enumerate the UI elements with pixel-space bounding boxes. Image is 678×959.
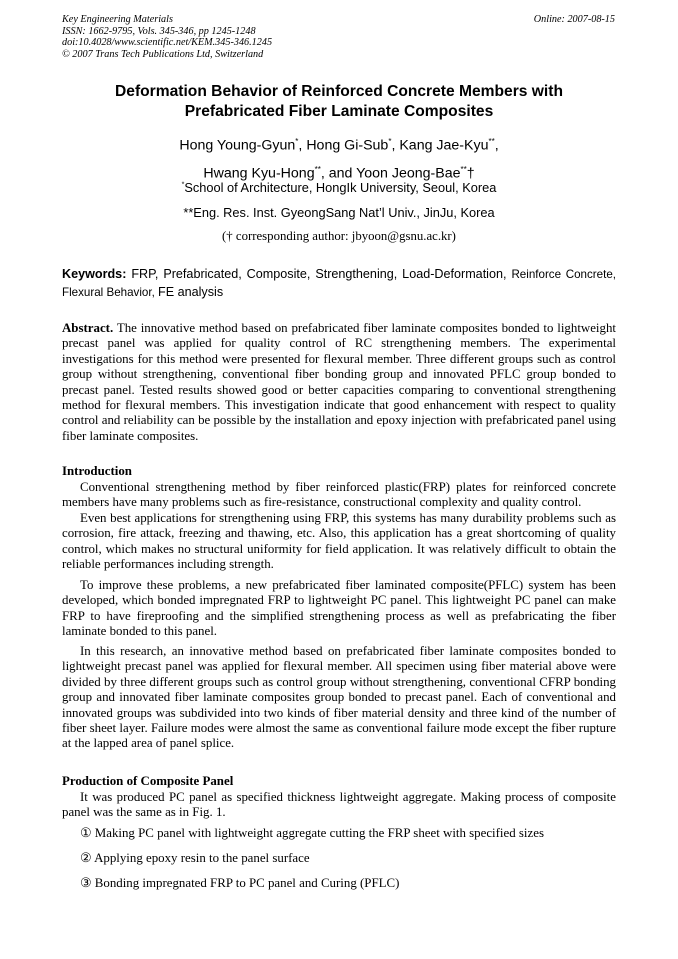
author-2: Hong Gi-Sub xyxy=(306,137,389,154)
keywords-list-c: FE analysis xyxy=(158,284,224,299)
affiliation-1-text: School of Architecture, HongIk University, Seoul, Korea xyxy=(184,180,497,195)
intro-paragraph-2: Even best applications for strengthening using FRP, this systems has many durability problems such as corrosion, fire attack, freezing and thawing, etc. Also, this application has a great shortcoming of quality control, which makes no structural uniformity for field application. It was relatively difficult to obtain the reliable performances including strength. xyxy=(62,511,616,572)
intro-paragraph-3: To improve these problems, a new prefabricated fiber laminated composite(PFLC) system has been developed, which bonded impregnated FRP to lightweight PC panel. This lightweight PC panel can make FRP to have fireproofing and the simplified strengthening process as well as prefabricating the fiber laminate bonded to this panel. xyxy=(62,578,616,639)
copyright: © 2007 Trans Tech Publications Ltd, Switzerland xyxy=(62,48,264,60)
journal-name: Key Engineering Materials xyxy=(62,14,173,25)
author-1: Hong Young-Gyun xyxy=(179,137,296,154)
author-1-mark: * xyxy=(295,137,299,146)
author-4: Hwang Kyu-Hong xyxy=(203,165,315,182)
author-5: Yoon Jeong-Bae xyxy=(356,165,461,182)
author-5-mark: ** xyxy=(460,164,467,174)
process-step-1: ① Making PC panel with lightweight aggregate cutting the FRP sheet with specified sizes xyxy=(80,826,544,840)
corresponding-author: († corresponding author: jbyoon@gsnu.ac.kr) xyxy=(222,229,456,243)
section-heading-production: Production of Composite Panel xyxy=(62,774,234,788)
author-and: , and xyxy=(320,165,357,182)
production-paragraph: It was produced PC panel as specified thickness lightweight aggregate. Making process of composite panel was the same as in Fig. 1. xyxy=(62,790,616,820)
paper-title xyxy=(62,82,616,122)
intro-paragraph-1: Conventional strengthening method by fiber reinforced plastic(FRP) plates for reinforced concrete members have many problems such as fire-resistance, constructional complexity and quality control. xyxy=(62,480,616,510)
doi: doi:10.4028/www.scientific.net/KEM.345-346.1245 xyxy=(62,37,273,48)
author-3-mark: ** xyxy=(488,137,495,146)
intro-paragraph-4: In this research, an innovative method based on prefabricated fiber laminate composites bonded to lightweight precast panel was applied for flexural member. All specimen using fiber material above were divided by three different groups such as control group without strengthening, conventional CFRP bonding group and innovated fiber laminate composites group bonded to precast panel. Each of conventional and innovated groups was subdivided into two kinds of fiber material density and three kind of the number of fiber sheet layer. Failure modes were almost the same as conventional failure mode except the fiber rupture at the lapped area of panel splice. xyxy=(62,644,616,751)
title-line-2: Prefabricated Fiber Laminate Composites xyxy=(184,103,494,120)
keywords xyxy=(62,266,616,301)
online-date: Online: 2007-08-15 xyxy=(533,14,615,25)
affiliation-2: **Eng. Res. Inst. GyeongSang Nat’l Univ., JinJu, Korea xyxy=(183,205,495,220)
author-line-1 xyxy=(62,130,616,158)
section-heading-introduction: Introduction xyxy=(62,464,132,478)
author-sep: , xyxy=(494,137,499,154)
issn: ISSN: 1662-9795, Vols. 345-346, pp 1245-1248 xyxy=(62,25,256,37)
affiliation-1-mark: * xyxy=(181,181,185,189)
abstract xyxy=(62,321,616,444)
process-step-3: ③ Bonding impregnated FRP to PC panel and Curing (PFLC) xyxy=(80,876,400,890)
keywords-label: Keywords: xyxy=(62,267,127,281)
author-2-mark: * xyxy=(388,137,392,146)
dagger-icon: † xyxy=(466,165,475,182)
affiliation-1 xyxy=(62,180,616,195)
journal-header xyxy=(62,14,272,60)
author-list xyxy=(62,130,616,185)
abstract-text: The innovative method based on prefabricated fiber laminate composites bonded to lightweight precast panel was applied for quality control of RC strengthening members. The experimental investigations for this method were presented for flexural member. Three different groups such as control group without strengthening, conventional fiber bonding group and innovated PFLC group bonded to precast panel. Tested results showed good or better capacities comparing to conventional strengthening method for flexural members. This investigation indicate that good enhancement with respect to quality control and reliability can be possible by the installation and epoxy injection with prefabricated panel using fiber laminate composites. xyxy=(62,321,616,443)
author-3: Kang Jae-Kyu xyxy=(399,137,489,154)
author-4-mark: ** xyxy=(314,164,321,174)
author-sep: , xyxy=(298,137,307,154)
process-step-2: ② Applying epoxy resin to the panel surface xyxy=(80,851,310,865)
abstract-label: Abstract. xyxy=(62,321,114,335)
keywords-list-a: FRP, Prefabricated, Composite, Strengthening, Load-Deformation, xyxy=(126,267,512,281)
keywords-list-b: Reinforce Concrete, Flexural Behavior, xyxy=(62,268,616,299)
author-sep: , xyxy=(391,137,400,154)
title-line-1: Deformation Behavior of Reinforced Concrete Members with xyxy=(115,83,563,100)
